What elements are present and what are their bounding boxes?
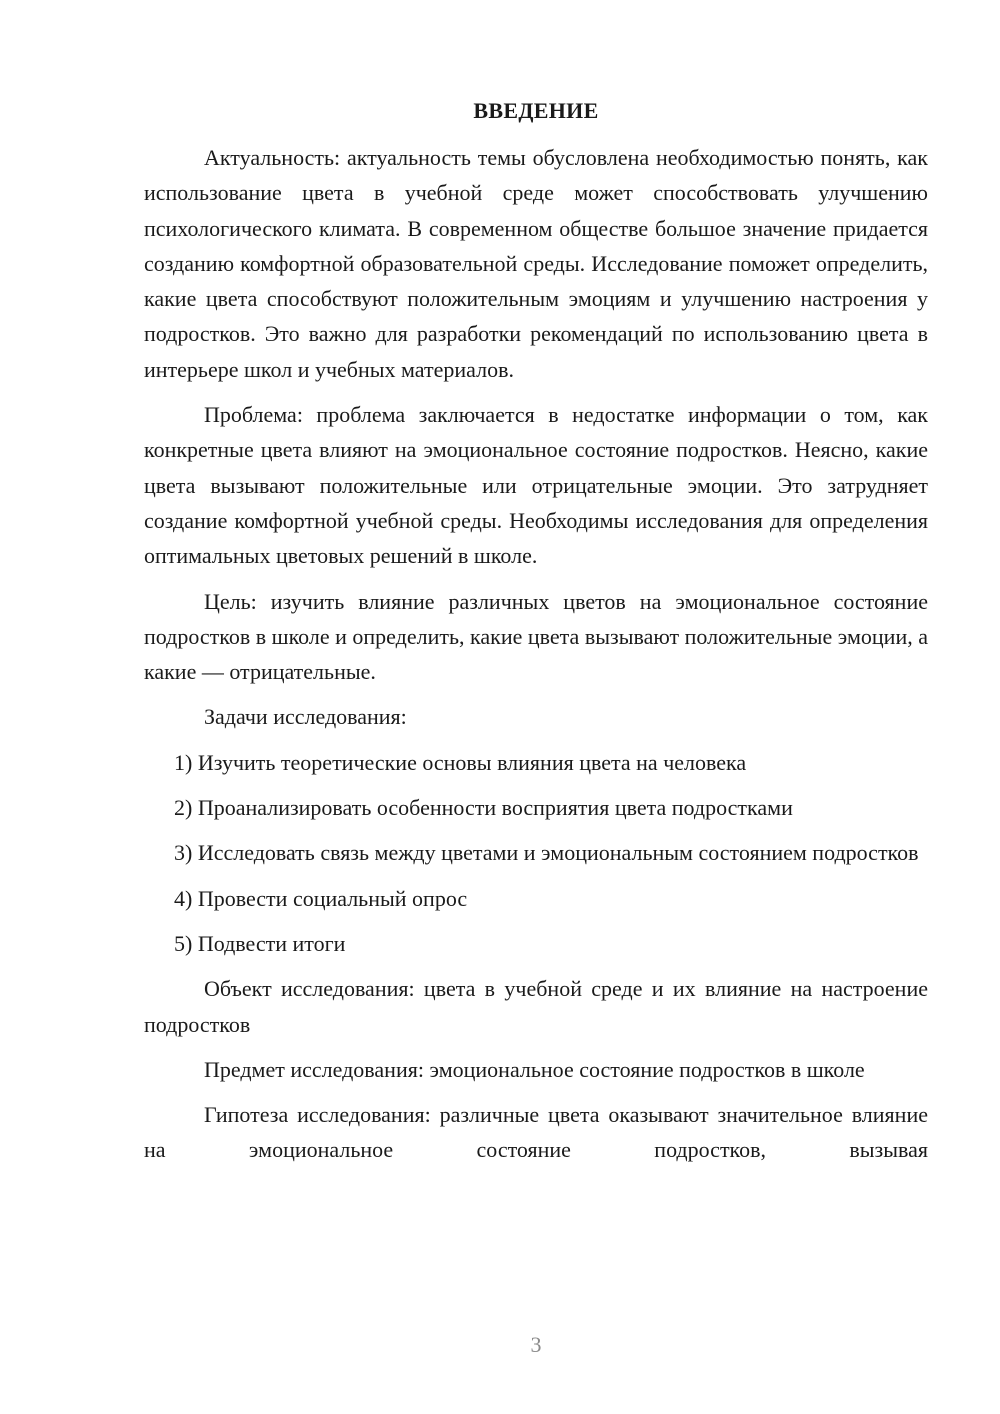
document-page xyxy=(144,96,928,1178)
paragraph-relevance: Актуальность: актуальность темы обусловлена необходимостью понять, как использование цвета в учебной среде может способствовать улучшению психологического климата. В современном обществе большое значение придается созданию комфортной образовательной среды. Исследование поможет определить, какие цвета способствуют положительным эмоциям и улучшению настроения у подростков. Это важно для разработки рекомендаций по использованию цвета в интерьере школ и учебных материалов. xyxy=(144,145,928,382)
paragraph-hypothesis: Гипотеза исследования: различные цвета оказывают значительное влияние на эмоциональное состояние подростков, вызывая xyxy=(144,1102,928,1163)
task-item: 4) Провести социальный опрос xyxy=(174,885,468,911)
tasks-heading: Задачи исследования: xyxy=(204,704,407,730)
task-item: 2) Проанализировать особенности восприятия цвета подростками xyxy=(174,795,793,821)
task-item: 1) Изучить теоретические основы влияния цвета на человека xyxy=(174,749,747,775)
task-item: 5) Подвести итоги xyxy=(174,930,346,956)
paragraph-goal: Цель: изучить влияние различных цветов на эмоциональное состояние подростков в школе и определить, какие цвета вызывают положительные эмоции, а какие — отрицательные. xyxy=(144,588,928,685)
section-heading: ВВЕДЕНИЕ xyxy=(473,98,599,123)
paragraph-subject: Предмет исследования: эмоциональное состояние подростков в школе xyxy=(204,1056,865,1082)
paragraph-problem: Проблема: проблема заключается в недостатке информации о том, как конкретные цвета влияют на эмоциональное состояние подростков. Неясно, какие цвета вызывают положительные или отрицательные эмоции. Это затрудняет создание комфортной учебной среды. Необходимы исследования для определения оптимальных цветовых решений в школе. xyxy=(144,402,928,569)
page-number: 3 xyxy=(530,1332,542,1357)
paragraph-object: Объект исследования: цвета в учебной среде и их влияние на настроение подростков xyxy=(144,976,928,1037)
task-item: 3) Исследовать связь между цветами и эмоциональным состоянием подростков xyxy=(174,840,919,866)
